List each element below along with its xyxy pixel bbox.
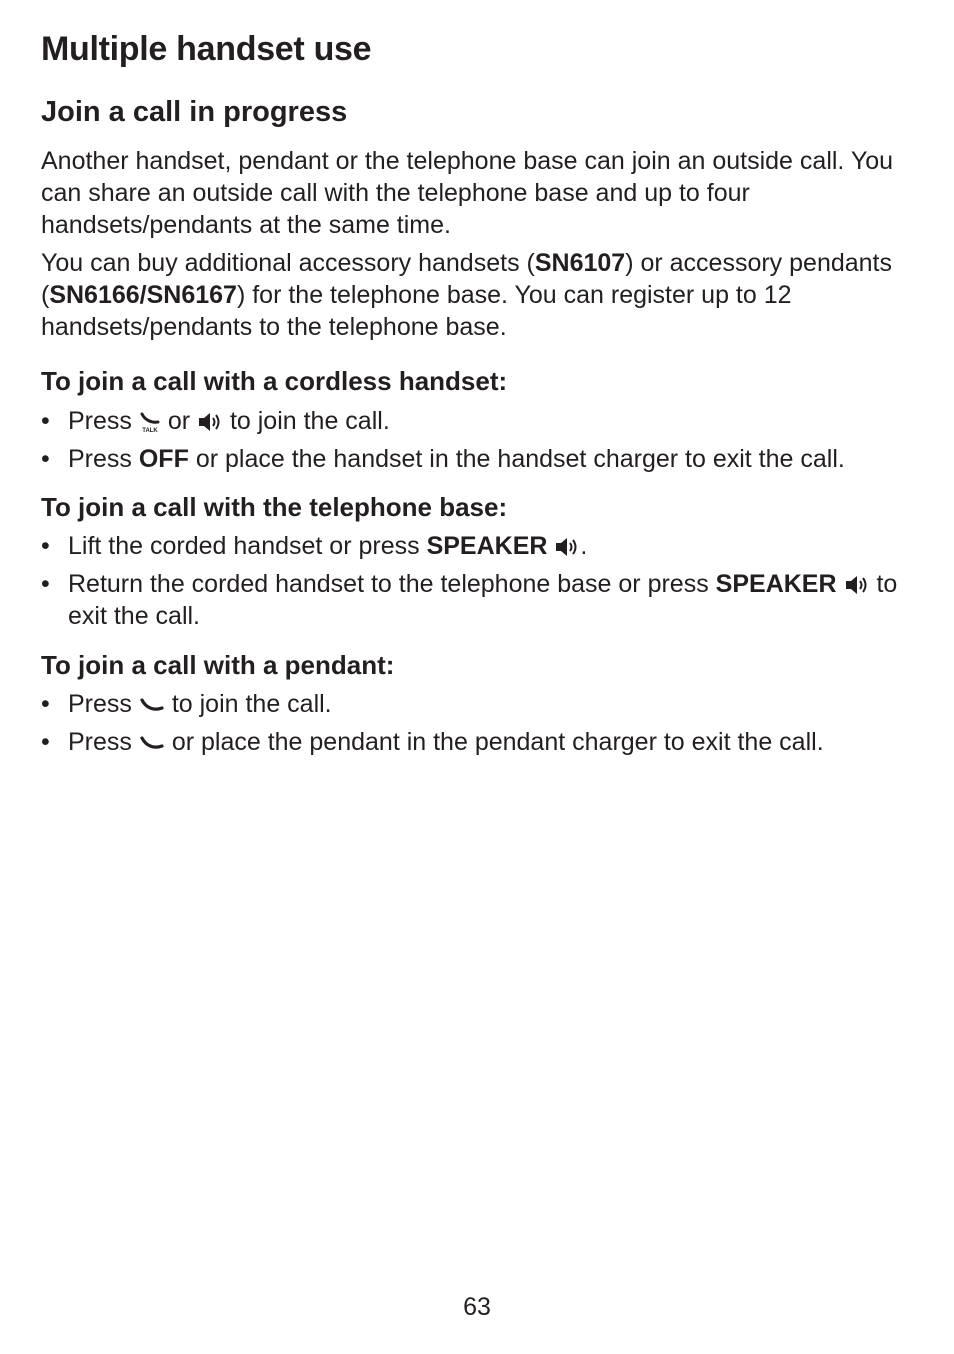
speaker-icon <box>197 411 223 433</box>
off-key: OFF <box>138 445 189 473</box>
list-item: • Press to join the call. <box>41 688 921 720</box>
speaker-icon <box>844 574 870 596</box>
base-subtitle: To join a call with the telephone base: <box>41 492 508 522</box>
list-item: • Lift the corded handset or press SPEAKER . <box>41 530 921 562</box>
speaker-key: SPEAKER <box>715 570 837 598</box>
model-handset: SN6107 <box>534 249 626 277</box>
list-item: • Return the corded handset to the telephone base or press SPEAKER to exit the call. <box>41 568 921 632</box>
base-steps <box>41 530 921 638</box>
list-item: • Press OFF or place the handset in the handset charger to exit the call. <box>41 443 921 475</box>
phone-handset-icon <box>139 735 165 751</box>
model-pendant: SN6166/SN6167 <box>49 281 237 309</box>
intro-paragraph-1: Another handset, pendant or the telephone base can join an outside call. You can share an outside call with the telephone base and up to four handsets/pendants at the same time. <box>41 147 894 239</box>
list-item: • Press TALK or to join the call. <box>41 405 921 437</box>
svg-text:TALK: TALK <box>142 428 158 435</box>
page-number: 63 <box>463 1293 491 1321</box>
phone-handset-icon <box>139 697 165 713</box>
cordless-subtitle: To join a call with a cordless handset: <box>41 366 508 396</box>
speaker-key: SPEAKER <box>426 532 548 560</box>
page-title: Multiple handset use <box>41 30 372 68</box>
talk-handset-icon <box>139 410 161 434</box>
speaker-icon <box>554 536 580 558</box>
pendant-subtitle: To join a call with a pendant: <box>41 650 395 680</box>
cordless-steps <box>41 405 921 481</box>
list-item: • Press or place the pendant in the pendant charger to exit the call. <box>41 726 921 758</box>
intro-paragraph-2: You can buy additional accessory handsets (SN6107) or accessory pendants (SN6166/SN6167) for the telephone base. You can register up to 12 handsets/pendants to the telephone base. <box>41 249 892 341</box>
section-title: Join a call in progress <box>41 96 348 128</box>
pendant-steps <box>41 688 921 764</box>
